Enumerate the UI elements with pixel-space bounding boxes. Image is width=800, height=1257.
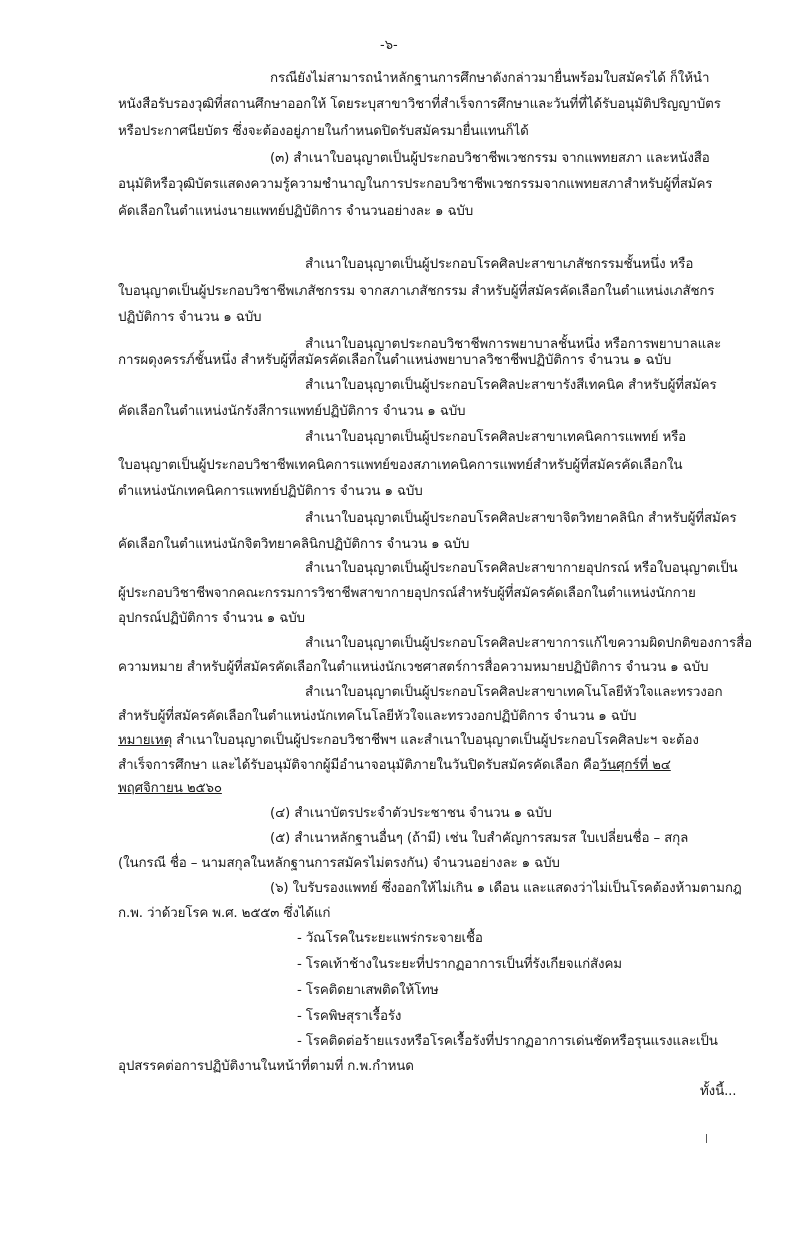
paragraph-line: สำเนาใบอนุญาตประกอบวิชาชีพการพยาบาลชั้นหนึ่ง หรือการพยาบาลและ — [305, 337, 722, 352]
disease-item: - วัณโรคในระยะแพร่กระจายเชื้อ — [297, 931, 483, 946]
paragraph-line: สำเนาใบอนุญาตเป็นผู้ประกอบโรคศิลปะสาขาจิตวิทยาคลินิก สำหรับผู้ที่สมัคร — [305, 511, 737, 526]
closing-line: อุปสรรคต่อการปฏิบัติงานในหน้าที่ตามที่ ก.พ.กำหนด — [118, 1059, 414, 1074]
paragraph-line: ความหมาย สำหรับผู้ที่สมัครคัดเลือกในตำแหน่งนักเวชศาสตร์การสื่อความหมายปฏิบัติการ จำนวน ๑ ฉบับ — [118, 660, 709, 675]
paragraph-line: สำเนาใบอนุญาตเป็นผู้ประกอบโรคศิลปะสาขาการแก้ไขความผิดปกติของการสื่อ — [305, 636, 752, 651]
paragraph-line: สำหรับผู้ที่สมัครคัดเลือกในตำแหน่งนักเทคโนโลยีหัวใจและทรวงอกปฏิบัติการ จำนวน ๑ ฉบับ — [118, 709, 637, 724]
remark-line-2 — [118, 757, 671, 775]
paragraph-line: ตำแหน่งนักเทคนิคการแพทย์ปฏิบัติการ จำนวน ๑ ฉบับ — [118, 484, 423, 499]
paragraph-line: ปฏิบัติการ จำนวน ๑ ฉบับ — [118, 310, 262, 325]
list-item: (๔) สำเนาบัตรประจำตัวประชาชน จำนวน ๑ ฉบับ — [270, 806, 552, 821]
paragraph-line: คัดเลือกในตำแหน่งนักจิตวิทยาคลินิกปฏิบัติการ จำนวน ๑ ฉบับ — [118, 537, 470, 552]
paragraph-line: สำเนาใบอนุญาตเป็นผู้ประกอบโรคศิลปะสาขาเภสัชกรรมชั้นหนึ่ง หรือ — [305, 257, 694, 272]
paragraph-line: หนังสือรับรองวุฒิที่สถานศึกษาออกให้ โดยระบุสาขาวิชาที่สำเร็จการศึกษาและวันที่ที่ได้รับอนุมัติปริญญาบัตร — [118, 97, 721, 112]
paragraph-line: ใบอนุญาตเป็นผู้ประกอบวิชาชีพเทคนิคการแพทย์ของสภาเทคนิคการแพทย์สำหรับผู้ที่สมัครคัดเลือกใน — [118, 458, 683, 473]
deadline-date: วันศุกร์ที่ ๒๔ — [599, 758, 671, 773]
page-number: -๖- — [380, 38, 398, 53]
disease-item: - โรคพิษสุราเรื้อรัง — [297, 1009, 402, 1024]
paragraph-line: อนุมัติหรือวุฒิบัตรแสดงความรู้ความชำนาญในการประกอบวิชาชีพเวชกรรมจากแพทยสภาสำหรับผู้ที่สมัคร — [118, 177, 713, 192]
remark-label: หมายเหตุ — [118, 733, 173, 748]
remark-text: สำเร็จการศึกษา และได้รับอนุมัติจากผู้มีอำนาจอนุมัติภายในวันปิดรับสมัครคัดเลือก คือ — [118, 758, 600, 773]
paragraph-line: คัดเลือกในตำแหน่งนายแพทย์ปฏิบัติการ จำนวนอย่างละ ๑ ฉบับ — [118, 204, 474, 219]
disease-item: - โรคติดยาเสพติดให้โทษ — [297, 983, 439, 998]
paragraph-line: คัดเลือกในตำแหน่งนักรังสีการแพทย์ปฏิบัติการ จำนวน ๑ ฉบับ — [118, 404, 466, 419]
paragraph-line: สำเนาใบอนุญาตเป็นผู้ประกอบโรคศิลปะสาขากายอุปกรณ์ หรือใบอนุญาตเป็น — [305, 561, 738, 576]
paragraph-line: อุปกรณ์ปฏิบัติการ จำนวน ๑ ฉบับ — [118, 611, 305, 626]
paragraph-line: การผดุงครรภ์ชั้นหนึ่ง สำหรับผู้ที่สมัครคัดเลือกในตำแหน่งพยาบาลวิชาชีพปฏิบัติการ จำนวน ๑ ฉบับ — [118, 353, 672, 368]
deadline-date: พฤศจิกายน ๒๕๖๐ — [118, 781, 222, 796]
remark-line-1 — [118, 732, 699, 750]
list-item: (ในกรณี ชื่อ – นามสกุลในหลักฐานการสมัครไม่ตรงกัน) จำนวนอย่างละ ๑ ฉบับ — [118, 856, 560, 871]
paragraph-line: ใบอนุญาตเป็นผู้ประกอบวิชาชีพเภสัชกรรม จากสภาเภสัชกรรม สำหรับผู้ที่สมัครคัดเลือกในตำแหน่งเภสัชกร — [118, 284, 715, 299]
list-item: (๖) ใบรับรองแพทย์ ซึ่งออกให้ไม่เกิน ๑ เดือน และแสดงว่าไม่เป็นโรคต้องห้ามตามกฎ — [270, 881, 742, 896]
list-item: (๕) สำเนาหลักฐานอื่นๆ (ถ้ามี) เช่น ใบสำคัญการสมรส ใบเปลี่ยนชื่อ – สกุล — [270, 831, 689, 846]
list-item: ก.พ. ว่าด้วยโรค พ.ศ. ๒๕๕๓ ซึ่งได้แก่ — [118, 906, 331, 921]
remark-text: สำเนาใบอนุญาตเป็นผู้ประกอบวิชาชีพฯ และสำเนาใบอนุญาตเป็นผู้ประกอบโรคศิลปะฯ จะต้อง — [172, 733, 699, 748]
disease-item: - โรคติดต่อร้ายแรงหรือโรคเรื้อรังที่ปรากฏอาการเด่นชัดหรือรุนแรงและเป็น — [297, 1034, 718, 1049]
paragraph-line: ผู้ประกอบวิชาชีพจากคณะกรรมการวิชาชีพสาขากายอุปกรณ์สำหรับผู้ที่สมัครคัดเลือกในตำแหน่งนักกาย — [118, 586, 696, 601]
paragraph-line: (๓) สำเนาใบอนุญาตเป็นผู้ประกอบวิชาชีพเวชกรรม จากแพทยสภา และหนังสือ — [270, 151, 710, 166]
paragraph-line: หรือประกาศนียบัตร ซึ่งจะต้องอยู่ภายในกำหนดปิดรับสมัครมายื่นแทนก็ได้ — [118, 124, 529, 139]
scan-artifact-mark — [706, 1134, 707, 1143]
paragraph-line: สำเนาใบอนุญาตเป็นผู้ประกอบโรคศิลปะสาขาเทคโนโลยีหัวใจและทรวงอก — [305, 685, 723, 700]
continuation-marker: ทั้งนี้... — [700, 1084, 737, 1099]
paragraph-line: กรณียังไม่สามารถนำหลักฐานการศึกษาดังกล่าวมายื่นพร้อมใบสมัครได้ ก็ให้นำ — [270, 71, 710, 86]
paragraph-line: สำเนาใบอนุญาตเป็นผู้ประกอบโรคศิลปะสาขารังสีเทคนิค สำหรับผู้ที่สมัคร — [305, 378, 717, 393]
disease-item: - โรคเท้าช้างในระยะที่ปรากฏอาการเป็นที่รังเกียจแก่สังคม — [297, 957, 622, 972]
paragraph-line: สำเนาใบอนุญาตเป็นผู้ประกอบโรคศิลปะสาขาเทคนิคการแพทย์ หรือ — [305, 430, 687, 445]
